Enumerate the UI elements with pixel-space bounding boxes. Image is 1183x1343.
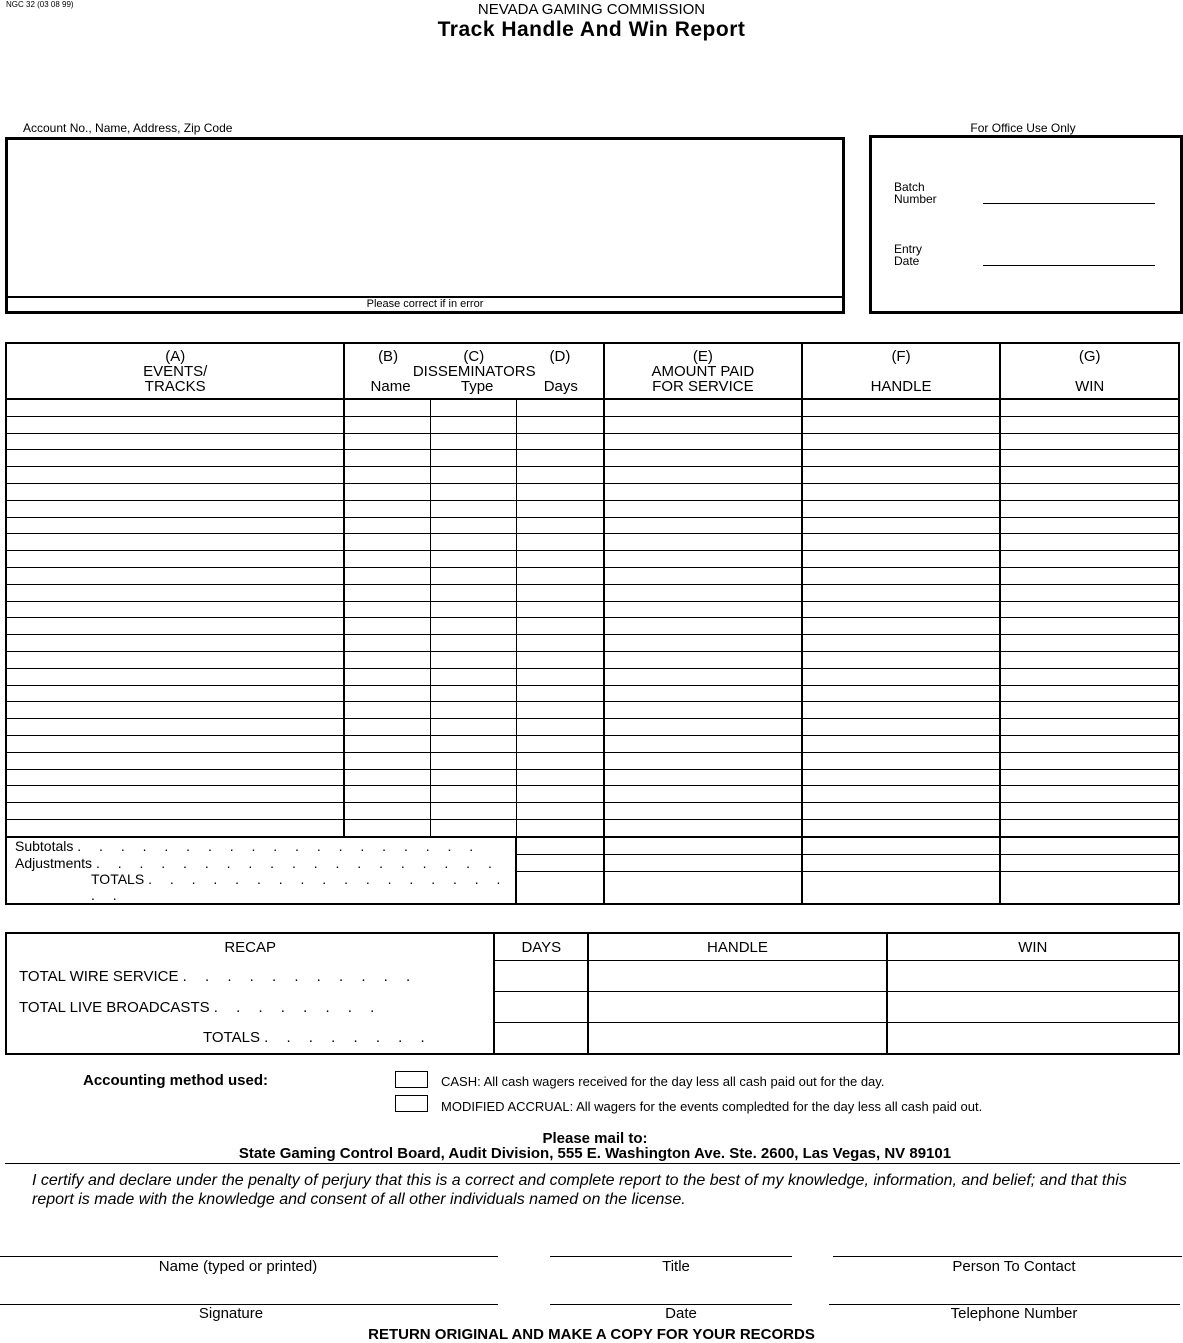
table-cell[interactable] <box>516 819 604 836</box>
table-cell[interactable] <box>604 719 802 736</box>
events-table <box>5 342 1180 905</box>
table-cell[interactable] <box>6 483 344 500</box>
table-cell[interactable] <box>1000 752 1179 769</box>
table-cell[interactable] <box>802 668 1001 685</box>
table-cell[interactable] <box>516 584 604 601</box>
table-cell[interactable] <box>802 803 1001 820</box>
table-cell[interactable] <box>604 735 802 752</box>
table-cell[interactable] <box>516 769 604 786</box>
table-cell[interactable] <box>344 769 430 786</box>
table-row <box>6 450 1179 467</box>
batch-label: Batch Number <box>894 180 937 206</box>
recap-table <box>5 932 1180 1055</box>
footer-note: RETURN ORIGINAL AND MAKE A COPY FOR YOUR RECORDS <box>368 1326 815 1343</box>
table-cell[interactable] <box>802 450 1001 467</box>
col-g-header: (G) WIN <box>1000 343 1179 399</box>
table-cell[interactable] <box>430 651 516 668</box>
table-cell[interactable] <box>1000 500 1179 517</box>
table-cell[interactable] <box>1000 584 1179 601</box>
table-row <box>6 786 1179 803</box>
table-cell[interactable] <box>802 635 1001 652</box>
table-cell[interactable] <box>430 702 516 719</box>
table-cell[interactable] <box>516 483 604 500</box>
recap-header-days: DAYS <box>494 933 588 961</box>
name-field[interactable] <box>0 1256 498 1257</box>
table-cell[interactable] <box>430 618 516 635</box>
contact-label: Person To Contact <box>952 1258 1076 1275</box>
table-cell[interactable] <box>604 618 802 635</box>
table-cell[interactable] <box>1000 786 1179 803</box>
adjustments-label: Adjustments <box>15 854 93 871</box>
table-cell[interactable] <box>604 534 802 551</box>
table-cell[interactable] <box>604 702 802 719</box>
agency-name: NEVADA GAMING COMMISSION <box>477 1 706 18</box>
table-cell[interactable] <box>1000 668 1179 685</box>
table-cell[interactable] <box>430 450 516 467</box>
table-row <box>6 685 1179 702</box>
table-cell[interactable] <box>344 467 430 484</box>
table-cell[interactable] <box>6 735 344 752</box>
table-cell[interactable] <box>516 450 604 467</box>
adjustments-row: Adjustments . . . . . . . . . . . . . . . . . . . <box>6 854 1179 871</box>
table-row <box>6 651 1179 668</box>
table-cell[interactable] <box>6 534 344 551</box>
table-cell[interactable] <box>604 668 802 685</box>
table-cell[interactable] <box>6 551 344 568</box>
table-cell[interactable] <box>1000 483 1179 500</box>
accrual-checkbox[interactable] <box>395 1095 428 1112</box>
divider <box>5 1163 1180 1164</box>
title-field[interactable] <box>550 1256 792 1257</box>
table-cell[interactable] <box>1000 416 1179 433</box>
table-cell[interactable] <box>604 601 802 618</box>
table-cell[interactable] <box>516 651 604 668</box>
entry-rows <box>6 399 1179 837</box>
table-cell[interactable] <box>1000 719 1179 736</box>
table-cell[interactable] <box>604 786 802 803</box>
table-cell[interactable] <box>430 399 516 416</box>
table-cell[interactable] <box>6 819 344 836</box>
subtotals-row: Subtotals . . . . . . . . . . . . . . . . . . . <box>6 837 1179 855</box>
table-cell[interactable] <box>430 735 516 752</box>
table-cell[interactable] <box>516 668 604 685</box>
table-cell[interactable] <box>6 752 344 769</box>
table-row <box>6 618 1179 635</box>
table-cell[interactable] <box>430 752 516 769</box>
cash-option-label: CASH: All cash wagers received for the day less all cash paid out for the day. <box>441 1074 885 1089</box>
table-cell[interactable] <box>6 769 344 786</box>
office-use-label: For Office Use Only <box>970 121 1076 135</box>
table-row <box>6 769 1179 786</box>
table-cell[interactable] <box>6 467 344 484</box>
table-cell[interactable] <box>516 517 604 534</box>
table-cell[interactable] <box>604 416 802 433</box>
table-cell[interactable] <box>344 450 430 467</box>
table-cell[interactable] <box>430 534 516 551</box>
recap-header-handle: HANDLE <box>588 933 886 961</box>
account-box[interactable] <box>5 137 845 314</box>
table-cell[interactable] <box>1000 551 1179 568</box>
table-cell[interactable] <box>344 483 430 500</box>
table-cell[interactable] <box>344 534 430 551</box>
table-cell[interactable] <box>516 719 604 736</box>
recap-header-win: WIN <box>887 933 1179 961</box>
table-cell[interactable] <box>802 618 1001 635</box>
entry-date-field[interactable] <box>983 265 1155 266</box>
table-cell[interactable] <box>430 433 516 450</box>
office-use-box <box>869 135 1183 314</box>
table-cell[interactable] <box>6 450 344 467</box>
date-label: Date <box>665 1305 697 1322</box>
table-cell[interactable] <box>1000 450 1179 467</box>
table-cell[interactable] <box>516 567 604 584</box>
table-row <box>6 534 1179 551</box>
form-id: NGC 32 (03 08 99) <box>6 0 74 9</box>
table-cell[interactable] <box>430 769 516 786</box>
table-cell[interactable] <box>516 685 604 702</box>
table-cell[interactable] <box>344 500 430 517</box>
table-cell[interactable] <box>604 635 802 652</box>
table-cell[interactable] <box>604 467 802 484</box>
table-cell[interactable] <box>802 702 1001 719</box>
table-cell[interactable] <box>344 551 430 568</box>
table-cell[interactable] <box>516 803 604 820</box>
table-cell[interactable] <box>430 786 516 803</box>
table-cell[interactable] <box>604 483 802 500</box>
table-cell[interactable] <box>1000 601 1179 618</box>
table-cell[interactable] <box>802 534 1001 551</box>
table-cell[interactable] <box>344 651 430 668</box>
mail-heading: Please mail to: <box>542 1130 648 1147</box>
table-cell[interactable] <box>344 752 430 769</box>
recap-live-row: TOTAL LIVE BROADCASTS . . . . . . . . <box>6 992 1179 1023</box>
table-cell[interactable] <box>802 483 1001 500</box>
table-cell[interactable] <box>6 651 344 668</box>
table-cell[interactable] <box>344 601 430 618</box>
table-cell[interactable] <box>344 668 430 685</box>
table-row <box>6 819 1179 836</box>
accounting-method-label: Accounting method used: <box>83 1072 268 1089</box>
recap-header <box>6 933 1179 961</box>
table-cell[interactable] <box>802 752 1001 769</box>
table-cell[interactable] <box>1000 433 1179 450</box>
col-f-header: (F) HANDLE <box>802 343 1001 399</box>
table-row <box>6 702 1179 719</box>
table-cell[interactable] <box>604 433 802 450</box>
table-cell[interactable] <box>6 685 344 702</box>
table-cell[interactable] <box>604 399 802 416</box>
table-cell[interactable] <box>1000 399 1179 416</box>
table-cell[interactable] <box>6 668 344 685</box>
table-cell[interactable] <box>516 601 604 618</box>
table-cell[interactable] <box>604 517 802 534</box>
table-cell[interactable] <box>604 584 802 601</box>
table-cell[interactable] <box>516 752 604 769</box>
subtotals-label: Subtotals <box>15 837 74 854</box>
table-cell[interactable] <box>430 584 516 601</box>
table-cell[interactable] <box>604 752 802 769</box>
table-cell[interactable] <box>1000 635 1179 652</box>
table-row <box>6 551 1179 568</box>
accrual-option-label: MODIFIED ACCRUAL: All wagers for the events compledted for the day less all cash paid out. <box>441 1099 983 1114</box>
table-header <box>6 343 1179 399</box>
table-cell[interactable] <box>430 467 516 484</box>
table-cell[interactable] <box>802 567 1001 584</box>
table-row <box>6 635 1179 652</box>
table-cell[interactable] <box>344 399 430 416</box>
table-cell[interactable] <box>802 819 1001 836</box>
recap-totals-label: TOTALS <box>203 1029 260 1047</box>
table-cell[interactable] <box>802 433 1001 450</box>
table-cell[interactable] <box>802 735 1001 752</box>
name-label: Name (typed or printed) <box>158 1258 318 1275</box>
table-cell[interactable] <box>430 635 516 652</box>
signature-label: Signature <box>198 1305 264 1322</box>
table-cell[interactable] <box>6 719 344 736</box>
table-cell[interactable] <box>1000 534 1179 551</box>
table-cell[interactable] <box>430 819 516 836</box>
table-cell[interactable] <box>802 399 1001 416</box>
recap-header-recap: RECAP <box>6 933 494 961</box>
table-cell[interactable] <box>6 399 344 416</box>
table-cell[interactable] <box>344 803 430 820</box>
batch-number-field[interactable] <box>983 203 1155 204</box>
table-row <box>6 500 1179 517</box>
page-title: Track Handle And Win Report <box>437 18 746 41</box>
table-cell[interactable] <box>1000 803 1179 820</box>
table-cell[interactable] <box>516 551 604 568</box>
table-cell[interactable] <box>1000 769 1179 786</box>
table-cell[interactable] <box>344 567 430 584</box>
table-cell[interactable] <box>516 534 604 551</box>
table-row <box>6 467 1179 484</box>
table-cell[interactable] <box>604 500 802 517</box>
table-cell[interactable] <box>344 719 430 736</box>
table-cell[interactable] <box>802 551 1001 568</box>
table-cell[interactable] <box>604 769 802 786</box>
table-cell[interactable] <box>344 702 430 719</box>
table-cell[interactable] <box>430 668 516 685</box>
mail-address: State Gaming Control Board, Audit Division, 555 E. Washington Ave. Ste. 2600, Las Vegas, NV 89101 <box>238 1145 952 1162</box>
table-row <box>6 601 1179 618</box>
table-cell[interactable] <box>516 433 604 450</box>
table-cell[interactable] <box>802 601 1001 618</box>
wire-service-label: TOTAL WIRE SERVICE <box>19 967 179 985</box>
table-cell[interactable] <box>516 786 604 803</box>
table-cell[interactable] <box>344 786 430 803</box>
table-cell[interactable] <box>6 433 344 450</box>
table-cell[interactable] <box>802 651 1001 668</box>
table-cell[interactable] <box>604 567 802 584</box>
table-cell[interactable] <box>344 735 430 752</box>
table-cell[interactable] <box>604 819 802 836</box>
table-cell[interactable] <box>344 584 430 601</box>
table-cell[interactable] <box>1000 651 1179 668</box>
table-cell[interactable] <box>802 500 1001 517</box>
table-row <box>6 752 1179 769</box>
table-cell[interactable] <box>430 719 516 736</box>
table-cell[interactable] <box>604 803 802 820</box>
table-cell[interactable] <box>344 517 430 534</box>
table-cell[interactable] <box>430 803 516 820</box>
table-cell[interactable] <box>6 584 344 601</box>
table-cell[interactable] <box>6 416 344 433</box>
table-cell[interactable] <box>516 702 604 719</box>
table-row <box>6 433 1179 450</box>
recap-totals-row: TOTALS . . . . . . . . <box>6 1023 1179 1055</box>
table-cell[interactable] <box>430 483 516 500</box>
col-e-header: (E) AMOUNT PAID FOR SERVICE <box>604 343 802 399</box>
certification-text: I certify and declare under the penalty of perjury that this is a correct and complete report to the best of my knowledge, information, and belief; and that this report is made with the knowledge and consent of all other individuals named on the license. <box>32 1172 1127 1208</box>
table-row <box>6 735 1179 752</box>
phone-label: Telephone Number <box>950 1305 1078 1322</box>
cash-checkbox[interactable] <box>395 1071 428 1088</box>
table-cell[interactable] <box>6 601 344 618</box>
table-cell[interactable] <box>604 551 802 568</box>
table-cell[interactable] <box>6 702 344 719</box>
table-row <box>6 416 1179 433</box>
table-row <box>6 483 1179 500</box>
table-cell[interactable] <box>6 500 344 517</box>
table-cell[interactable] <box>6 517 344 534</box>
table-cell[interactable] <box>802 719 1001 736</box>
table-row <box>6 584 1179 601</box>
table-cell[interactable] <box>516 735 604 752</box>
table-cell[interactable] <box>430 601 516 618</box>
table-cell[interactable] <box>802 584 1001 601</box>
table-cell[interactable] <box>516 635 604 652</box>
table-cell[interactable] <box>6 567 344 584</box>
table-cell[interactable] <box>344 819 430 836</box>
disseminators-header: (B) (C) (D) DISSEMINATORS Name Type Days <box>344 343 604 399</box>
table-row <box>6 803 1179 820</box>
col-a-header: (A) EVENTS/ TRACKS <box>6 343 344 399</box>
table-cell[interactable] <box>802 416 1001 433</box>
table-row <box>6 719 1179 736</box>
table-cell[interactable] <box>1000 735 1179 752</box>
table-cell[interactable] <box>516 399 604 416</box>
table-row <box>6 399 1179 416</box>
table-cell[interactable] <box>430 567 516 584</box>
table-cell[interactable] <box>604 450 802 467</box>
table-cell[interactable] <box>604 651 802 668</box>
recap-wire-row: TOTAL WIRE SERVICE . . . . . . . . . . . <box>6 961 1179 992</box>
table-cell[interactable] <box>516 416 604 433</box>
table-cell[interactable] <box>430 551 516 568</box>
table-cell[interactable] <box>1000 685 1179 702</box>
entry-date-label: Entry Date <box>894 242 923 268</box>
table-cell[interactable] <box>344 433 430 450</box>
table-cell[interactable] <box>802 467 1001 484</box>
correction-note: Please correct if in error <box>8 296 842 311</box>
table-cell[interactable] <box>802 769 1001 786</box>
table-cell[interactable] <box>344 635 430 652</box>
table-cell[interactable] <box>430 517 516 534</box>
contact-field[interactable] <box>833 1256 1182 1257</box>
table-cell[interactable] <box>6 803 344 820</box>
table-cell[interactable] <box>6 786 344 803</box>
table-row <box>6 668 1179 685</box>
table-cell[interactable] <box>1000 517 1179 534</box>
table-cell[interactable] <box>6 635 344 652</box>
totals-label: TOTALS <box>91 871 145 888</box>
table-cell[interactable] <box>344 618 430 635</box>
table-cell[interactable] <box>1000 702 1179 719</box>
table-cell[interactable] <box>802 685 1001 702</box>
table-cell[interactable] <box>604 685 802 702</box>
table-cell[interactable] <box>430 685 516 702</box>
table-cell[interactable] <box>6 618 344 635</box>
table-cell[interactable] <box>1000 819 1179 836</box>
table-cell[interactable] <box>344 416 430 433</box>
table-cell[interactable] <box>516 467 604 484</box>
live-broadcasts-label: TOTAL LIVE BROADCASTS <box>19 998 210 1016</box>
table-cell[interactable] <box>1000 467 1179 484</box>
table-cell[interactable] <box>802 517 1001 534</box>
table-cell[interactable] <box>516 500 604 517</box>
account-label: Account No., Name, Address, Zip Code <box>23 121 233 135</box>
table-cell[interactable] <box>516 618 604 635</box>
title-label: Title <box>662 1258 690 1275</box>
table-row <box>6 517 1179 534</box>
table-cell[interactable] <box>430 500 516 517</box>
table-cell[interactable] <box>430 416 516 433</box>
table-cell[interactable] <box>1000 567 1179 584</box>
table-cell[interactable] <box>344 685 430 702</box>
totals-row: TOTALS . . . . . . . . . . . . . . . . . . . <box>6 871 1179 904</box>
table-cell[interactable] <box>802 786 1001 803</box>
table-cell[interactable] <box>1000 618 1179 635</box>
table-row <box>6 567 1179 584</box>
